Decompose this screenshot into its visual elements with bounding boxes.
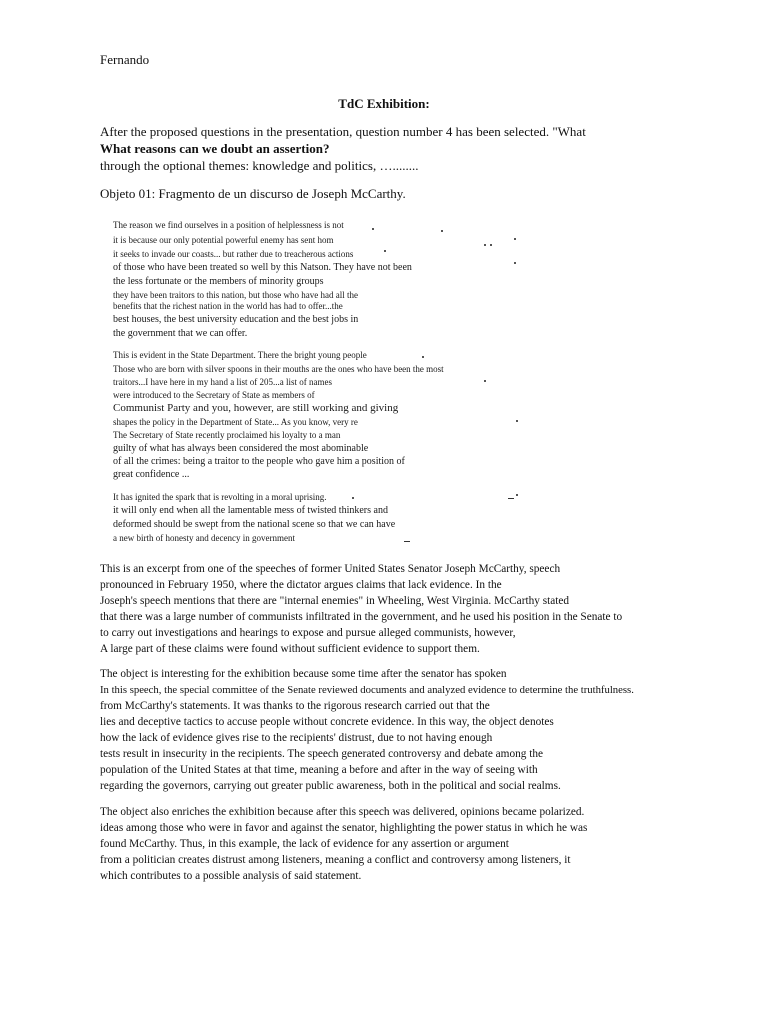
object-heading: Objeto 01: Fragmento de un discurso de Joseph McCarthy. [100, 186, 406, 201]
excerpt-line: a new birth of honesty and decency in government [113, 533, 295, 543]
excerpt-line: best houses, the best university education and the best jobs in [113, 314, 359, 325]
paragraph-line: pronounced in February 1950, where the dictator argues claims that lack evidence. In the [100, 579, 502, 591]
document-title: TdC Exhibition: [338, 96, 430, 111]
paragraph-line: Joseph's speech mentions that there are "internal enemies" in Wheeling, West Virginia. McCarthy stated [100, 595, 570, 607]
paragraph-line: to carry out investigations and hearings to expose and pursue alleged communists, however, [100, 627, 516, 639]
excerpt-line: The Secretary of State recently proclaimed his loyalty to a man [113, 430, 341, 440]
scan-speck [372, 228, 374, 230]
scan-speck [384, 250, 386, 252]
author-name: Fernando [100, 52, 150, 67]
excerpt-line: great confidence ... [113, 469, 190, 480]
scan-speck [484, 244, 486, 246]
scan-speck [516, 420, 518, 422]
excerpt-line: it seeks to invade our coasts... but rather due to treacherous actions [113, 249, 354, 259]
paragraph-line: ideas among those who were in favor and against the senator, highlighting the power status in which he was [100, 822, 588, 834]
excerpt-line: benefits that the richest nation in the world has had to offer...the [113, 301, 343, 311]
excerpt-line: Communist Party and you, however, are still working and giving [113, 402, 399, 414]
paragraph-line: The object is interesting for the exhibition because some time after the senator has spoken [100, 668, 507, 680]
intro-question: What reasons can we doubt an assertion? [100, 141, 330, 156]
paragraph-line: population of the United States at that time, meaning a before and after in the way of seeing with [100, 764, 538, 776]
intro-line-3: through the optional themes: knowledge and politics, …........ [100, 158, 419, 173]
excerpt-line: were introduced to the Secretary of State as members of [113, 390, 315, 400]
paragraph-line: lies and deceptive tactics to accuse people without concrete evidence. In this way, the object denotes [100, 716, 554, 728]
scan-speck [441, 230, 443, 232]
scan-speck [514, 238, 516, 240]
paragraph-line: found McCarthy. Thus, in this example, the lack of evidence for any assertion or argument [100, 838, 509, 850]
paragraph-line: tests result in insecurity in the recipients. The speech generated controversy and debate among the [100, 748, 544, 760]
paragraph-line: from McCarthy's statements. It was thanks to the rigorous research carried out that the [100, 700, 490, 712]
paragraph-line: that there was a large number of communists infiltrated in the government, and he used his position in the Senate to [100, 611, 623, 623]
scan-speck [514, 262, 516, 264]
excerpt-line: it will only end when all the lamentable mess of twisted thinkers and [113, 505, 388, 516]
paragraph-line: how the lack of evidence gives rise to the recipients' distrust, due to not having enough [100, 732, 493, 744]
excerpt-line: guilty of what has always been considered the most abominable [113, 443, 369, 454]
excerpt-line: shapes the policy in the Department of State... As you know, very re [113, 417, 358, 427]
scan-speck [352, 497, 354, 499]
scan-mark [404, 541, 410, 542]
scan-speck [516, 494, 518, 496]
paragraph-line: from a politician creates distrust among listeners, meaning a conflict and controversy among listeners, it [100, 854, 571, 866]
excerpt-line: traitors...I have here in my hand a list of 205...a list of names [113, 377, 332, 387]
excerpt-line: they have been traitors to this nation, but those who have had all the [113, 290, 358, 300]
scan-speck [422, 356, 424, 358]
paragraph-line: The object also enriches the exhibition because after this speech was delivered, opinions became polarized. [100, 806, 585, 818]
intro-line-1: After the proposed questions in the presentation, question number 4 has been selected. "What [100, 124, 586, 139]
excerpt-line: of all the crimes: being a traitor to the people who gave him a position of [113, 456, 405, 467]
scan-speck [490, 244, 492, 246]
paragraph-line: In this speech, the special committee of the Senate reviewed documents and analyzed evidence to determine the truthfulness. [100, 684, 634, 696]
scan-mark [508, 498, 514, 499]
paragraph-line: A large part of these claims were found without sufficient evidence to support them. [100, 643, 480, 655]
excerpt-line: This is evident in the State Department. There the bright young people [113, 350, 367, 360]
scan-speck [484, 380, 486, 382]
paragraph-line: which contributes to a possible analysis of said statement. [100, 870, 362, 882]
excerpt-line: the government that we can offer. [113, 328, 248, 339]
excerpt-line: it is because our only potential powerful enemy has sent hom [113, 235, 334, 245]
excerpt-line: The reason we find ourselves in a position of helplessness is not [113, 220, 344, 230]
excerpt-line: of those who have been treated so well by this Natson. They have not been [113, 262, 412, 273]
excerpt-line: deformed should be swept from the national scene so that we can have [113, 519, 396, 530]
paragraph-line: regarding the governors, carrying out greater public awareness, both in the political and social realms. [100, 780, 561, 792]
excerpt-line: the less fortunate or the members of minority groups [113, 276, 324, 287]
excerpt-line: It has ignited the spark that is revolting in a moral uprising. [113, 492, 327, 502]
excerpt-line: Those who are born with silver spoons in their mouths are the ones who have been the most [113, 364, 444, 374]
paragraph-line: This is an excerpt from one of the speeches of former United States Senator Joseph McCarthy, speech [100, 563, 561, 575]
